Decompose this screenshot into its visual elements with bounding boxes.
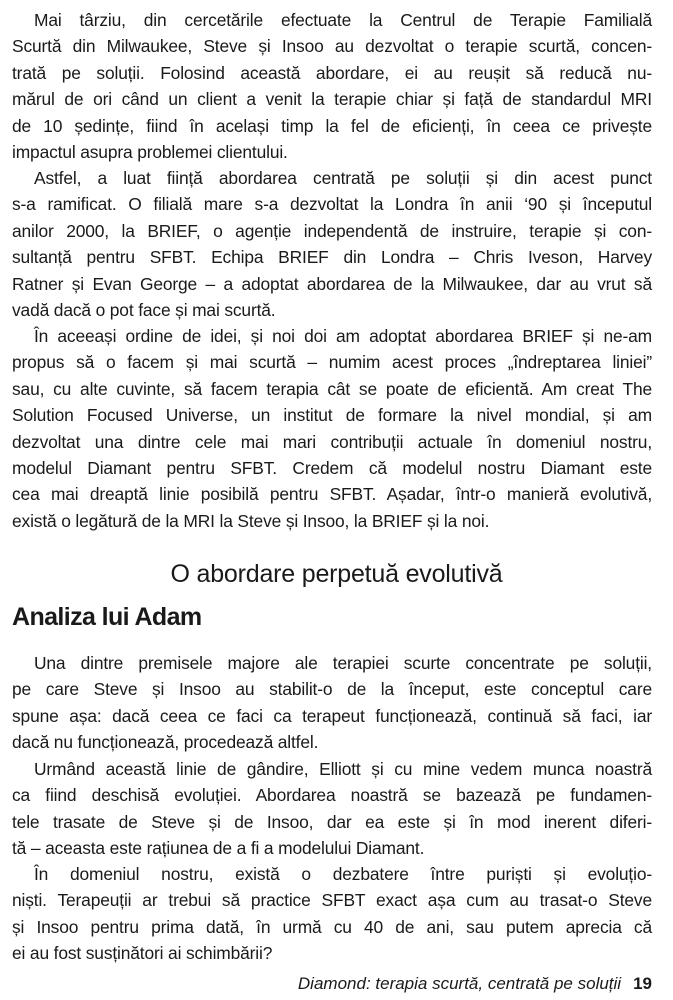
text-line: s-a ramificat. O filială mare s-a dezvoltat la Londra în anii ‘90 și începutul [12,194,652,215]
text-line: În aceeași ordine de idei, și noi doi am adoptat abordarea BRIEF și ne-am [34,326,652,346]
text-line: vadă dacă o pot face și mai scurtă. [12,300,276,321]
text-line: Ratner și Evan George – a adoptat abordarea de la Milwaukee, dar au vrut să [12,273,652,294]
paragraph-4 [12,650,652,756]
text-line: de 10 ședințe, fiind în același timp la fel de eficienți, în ceea ce privește [12,115,652,136]
paragraph-2 [12,165,652,323]
text-line: Astfel, a luat ființă abordarea centrată pe soluții și din acest punct [34,168,652,188]
text-line: pe care Steve și Insoo au stabilit-o de la început, este conceptul care [12,679,652,700]
page-footer [298,974,652,994]
page-number: 19 [633,974,652,993]
text-line: sau, cu alte cuvinte, să facem terapia cât se poate de eficientă. Am creat The [12,378,652,399]
subsection-title: Analiza lui Adam [12,603,202,631]
text-line: Solution Focused Universe, un institut de formare la nivel mondial, și am [12,405,652,426]
text-line: există o legătură de la MRI la Steve și Insoo, la BRIEF și la noi. [12,510,490,531]
paragraph-1 [12,7,652,165]
text-line: impactul asupra problemei clientului. [12,142,288,163]
text-line: Mai târziu, din cercetările efectuate la Centrul de Terapie Familială [34,10,652,30]
text-line: anilor 2000, la BRIEF, o agenție independentă de instruire, terapie și con- [12,220,652,241]
text-line: Urmând această linie de gândire, Elliott și cu mine vedem munca noastră [34,759,652,779]
paragraph-6 [12,861,652,967]
text-line: trată pe soluții. Folosind această abordare, ei au reușit să reducă nu- [12,62,652,83]
text-line: niști. Terapeuții ar trebui să practice SFBT exact așa cum au trasat-o Steve [12,890,652,911]
paragraph-3 [12,323,652,534]
text-line: tele trasate de Steve și de Insoo, dar ea este și în mod inerent diferi- [12,811,652,832]
text-line: dezvoltat una dintre cele mai mari contribuții actuale în domeniul nostru, [12,431,652,452]
text-line: propus să o facem și mai scurtă – numim acest proces „îndreptarea liniei” [12,352,652,373]
text-line: și Insoo pentru prima dată, în urmă cu 40 de ani, sau putem aprecia că [12,916,652,937]
section-title: O abordare perpetuă evolutivă [170,560,503,588]
text-line: dacă nu funcționează, procedează altfel. [12,732,319,753]
text-line: cea mai dreaptă linie posibilă pentru SFBT. Așadar, într-o manieră evolutivă, [12,484,652,505]
paragraph-5 [12,756,652,862]
text-line: sultanță pentru SFBT. Echipa BRIEF din Londra – Chris Iveson, Harvey [12,247,652,268]
text-line: modelul Diamant pentru SFBT. Credem că modelul nostru Diamant este [12,458,652,479]
text-line: ca fiind deschisă evoluției. Abordarea noastră se bazează pe fundamen- [12,785,652,806]
text-line: spune așa: dacă ceea ce faci ca terapeut funcționează, continuă să faci, iar [12,705,652,726]
text-line: mărul de ori când un client a venit la terapie chiar și față de standardul MRI [12,89,652,110]
running-head: Diamond: terapia scurtă, centrată pe soluții [297,974,622,993]
text-line: În domeniul nostru, există o dezbatere între puriști și evoluțio- [34,864,652,884]
text-line: tă – aceasta este rațiunea de a fi a modelului Diamant. [12,838,425,859]
text-line: Una dintre premisele majore ale terapiei scurte concentrate pe soluții, [34,653,652,673]
text-line: Scurtă din Milwaukee, Steve și Insoo au dezvoltat o terapie scurtă, concen- [12,36,652,57]
text-line: ei au fost susținători ai schimbării? [12,943,273,964]
